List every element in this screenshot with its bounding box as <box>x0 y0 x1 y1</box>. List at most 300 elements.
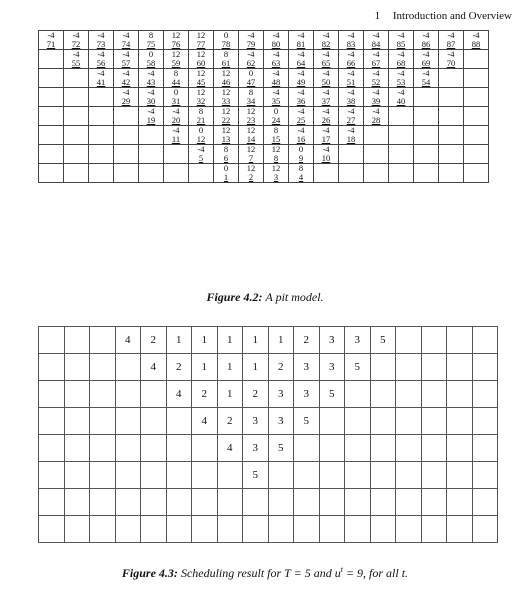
pit-cell-index: 46 <box>221 77 231 87</box>
pit-cell-value: -4 <box>322 87 330 97</box>
pit-cell-index: 38 <box>346 96 356 106</box>
schedule-cell <box>166 516 192 543</box>
pit-cell <box>289 126 314 145</box>
schedule-cell <box>64 489 90 516</box>
pit-cell <box>389 145 414 164</box>
pit-cell <box>314 145 339 164</box>
pit-cell-value: -4 <box>322 144 330 154</box>
schedule-cell <box>447 489 473 516</box>
pit-cell-index: 27 <box>346 115 356 125</box>
pit-cell-value: -4 <box>347 30 355 40</box>
pit-cell-index: 6 <box>223 153 229 163</box>
pit-cell-index: 63 <box>271 58 281 68</box>
pit-cell <box>414 50 439 69</box>
pit-cell-index: 45 <box>196 77 206 87</box>
pit-cell <box>289 107 314 126</box>
schedule-cell <box>370 516 396 543</box>
schedule-cell <box>370 354 396 381</box>
pit-cell <box>89 164 114 183</box>
pit-cell <box>264 164 289 183</box>
pit-cell-value: 12 <box>246 106 256 116</box>
pit-cell <box>389 88 414 107</box>
pit-cell <box>214 126 239 145</box>
pit-cell-value: -4 <box>397 30 405 40</box>
schedule-row <box>39 435 498 462</box>
pit-cell <box>239 145 264 164</box>
schedule-cell <box>268 489 294 516</box>
schedule-cell <box>192 516 218 543</box>
pit-cell-value: -4 <box>397 68 405 78</box>
figure-4-3-text-pre: Scheduling result for <box>180 566 285 580</box>
pit-cell <box>264 88 289 107</box>
schedule-cell: 1 <box>217 381 243 408</box>
schedule-cell <box>345 408 371 435</box>
pit-cell-index: 32 <box>196 96 206 106</box>
schedule-cell <box>396 435 422 462</box>
pit-cell <box>439 126 464 145</box>
pit-cell-value: 12 <box>246 144 256 154</box>
schedule-cell <box>90 516 116 543</box>
pit-cell-value: -4 <box>447 49 455 59</box>
schedule-cell <box>472 462 498 489</box>
pit-cell-value: -4 <box>372 87 380 97</box>
pit-cell <box>464 145 489 164</box>
pit-cell-value: -4 <box>297 68 305 78</box>
pit-cell <box>214 50 239 69</box>
schedule-cell: 3 <box>319 327 345 354</box>
pit-cell-index: 79 <box>246 39 256 49</box>
schedule-cell: 5 <box>319 381 345 408</box>
pit-cell <box>464 50 489 69</box>
schedule-row <box>39 462 498 489</box>
scheduling-result-grid <box>38 326 498 543</box>
pit-cell-value: -4 <box>347 68 355 78</box>
schedule-cell <box>64 462 90 489</box>
pit-row <box>39 164 489 183</box>
pit-cell <box>189 88 214 107</box>
schedule-cell <box>294 516 320 543</box>
pit-cell-value: -4 <box>272 49 280 59</box>
pit-cell <box>339 107 364 126</box>
schedule-cell <box>90 462 116 489</box>
schedule-cell: 5 <box>268 435 294 462</box>
schedule-cell <box>370 381 396 408</box>
pit-cell-index: 15 <box>271 134 281 144</box>
schedule-cell: 1 <box>217 327 243 354</box>
pit-cell-value: 8 <box>198 106 204 116</box>
pit-cell-index: 23 <box>246 115 256 125</box>
pit-cell-index: 42 <box>121 77 131 87</box>
pit-cell <box>39 31 64 50</box>
pit-cell <box>264 145 289 164</box>
schedule-cell: 1 <box>268 327 294 354</box>
pit-cell-value: -4 <box>97 68 105 78</box>
pit-cell <box>439 31 464 50</box>
schedule-cell <box>345 462 371 489</box>
schedule-cell <box>345 489 371 516</box>
pit-cell-index: 3 <box>273 172 279 182</box>
figure-4-3-math: T = 5 and u <box>284 566 341 580</box>
schedule-cell <box>115 354 141 381</box>
pit-cell <box>164 88 189 107</box>
schedule-cell <box>447 435 473 462</box>
schedule-cell <box>141 489 167 516</box>
pit-cell-index: 53 <box>396 77 406 87</box>
schedule-cell: 3 <box>243 435 269 462</box>
schedule-cell <box>396 516 422 543</box>
schedule-cell <box>294 462 320 489</box>
pit-row <box>39 69 489 88</box>
schedule-cell <box>421 462 447 489</box>
pit-cell <box>464 31 489 50</box>
pit-cell-value: -4 <box>122 87 130 97</box>
pit-cell-value: -4 <box>272 68 280 78</box>
pit-cell <box>364 31 389 50</box>
schedule-cell <box>115 462 141 489</box>
pit-cell <box>64 31 89 50</box>
schedule-cell: 3 <box>268 381 294 408</box>
pit-cell <box>139 50 164 69</box>
schedule-cell <box>90 381 116 408</box>
pit-cell-value: -4 <box>447 30 455 40</box>
pit-cell <box>139 88 164 107</box>
pit-cell-value: -4 <box>172 125 180 135</box>
pit-cell-index: 55 <box>71 58 81 68</box>
pit-cell-index: 83 <box>346 39 356 49</box>
schedule-cell <box>64 516 90 543</box>
pit-cell-value: 0 <box>248 68 254 78</box>
schedule-cell <box>39 354 65 381</box>
pit-cell <box>339 88 364 107</box>
pit-cell <box>64 69 89 88</box>
pit-cell-value: -4 <box>122 30 130 40</box>
schedule-cell <box>39 462 65 489</box>
schedule-cell <box>472 354 498 381</box>
pit-cell-value: -4 <box>347 106 355 116</box>
pit-cell <box>414 69 439 88</box>
pit-cell-index: 74 <box>121 39 131 49</box>
schedule-cell: 3 <box>294 381 320 408</box>
schedule-cell <box>90 408 116 435</box>
pit-cell <box>114 50 139 69</box>
pit-cell <box>239 107 264 126</box>
schedule-cell <box>447 381 473 408</box>
schedule-cell: 1 <box>243 354 269 381</box>
pit-cell-value: -4 <box>72 30 80 40</box>
pit-cell-index: 37 <box>321 96 331 106</box>
pit-cell-index: 57 <box>121 58 131 68</box>
schedule-row <box>39 327 498 354</box>
schedule-cell <box>141 516 167 543</box>
pit-cell <box>89 31 114 50</box>
schedule-cell <box>115 489 141 516</box>
pit-cell <box>264 50 289 69</box>
pit-cell-index: 21 <box>196 115 206 125</box>
schedule-cell <box>166 462 192 489</box>
pit-cell <box>339 164 364 183</box>
pit-cell <box>39 164 64 183</box>
pit-cell-value: 0 <box>223 163 229 173</box>
pit-cell-index: 78 <box>221 39 231 49</box>
pit-cell-index: 2 <box>248 172 254 182</box>
pit-cell <box>339 145 364 164</box>
pit-cell <box>39 69 64 88</box>
pit-cell-index: 70 <box>446 58 456 68</box>
pit-cell-value: 8 <box>223 49 229 59</box>
pit-cell <box>414 31 439 50</box>
pit-cell-value: -4 <box>97 49 105 59</box>
schedule-cell <box>421 354 447 381</box>
pit-cell-value: -4 <box>347 125 355 135</box>
pit-cell-index: 43 <box>146 77 156 87</box>
schedule-cell <box>396 354 422 381</box>
pit-cell-index: 68 <box>396 58 406 68</box>
pit-cell <box>214 107 239 126</box>
pit-cell <box>289 164 314 183</box>
pit-cell-index: 29 <box>121 96 131 106</box>
pit-cell <box>164 164 189 183</box>
pit-cell-value: -4 <box>297 125 305 135</box>
pit-cell-value: 8 <box>298 163 304 173</box>
schedule-cell: 4 <box>192 408 218 435</box>
pit-cell <box>264 126 289 145</box>
schedule-cell <box>39 381 65 408</box>
schedule-cell: 5 <box>243 462 269 489</box>
pit-cell <box>64 145 89 164</box>
pit-cell <box>164 145 189 164</box>
schedule-cell <box>370 489 396 516</box>
pit-model-grid <box>38 30 489 183</box>
schedule-cell <box>115 435 141 462</box>
pit-cell <box>239 126 264 145</box>
schedule-cell: 2 <box>192 381 218 408</box>
schedule-cell <box>217 489 243 516</box>
schedule-cell <box>90 489 116 516</box>
pit-cell-index: 87 <box>446 39 456 49</box>
pit-cell <box>314 31 339 50</box>
schedule-cell <box>141 435 167 462</box>
pit-cell-index: 7 <box>248 153 254 163</box>
pit-row <box>39 126 489 145</box>
pit-cell <box>439 107 464 126</box>
schedule-cell: 5 <box>345 354 371 381</box>
pit-cell <box>389 50 414 69</box>
pit-cell <box>89 88 114 107</box>
pit-cell <box>439 69 464 88</box>
pit-cell-index: 16 <box>296 134 306 144</box>
pit-cell <box>89 145 114 164</box>
pit-cell <box>189 31 214 50</box>
pit-cell <box>189 164 214 183</box>
pit-cell-index: 8 <box>273 153 279 163</box>
schedule-cell <box>396 381 422 408</box>
pit-row <box>39 50 489 69</box>
schedule-cell <box>472 489 498 516</box>
pit-cell-value: -4 <box>172 106 180 116</box>
pit-cell-value: -4 <box>122 49 130 59</box>
pit-cell <box>314 69 339 88</box>
pit-cell-index: 52 <box>371 77 381 87</box>
pit-cell <box>139 31 164 50</box>
figure-4-2-caption <box>0 290 530 305</box>
pit-cell <box>64 50 89 69</box>
pit-cell <box>414 126 439 145</box>
pit-cell-index: 61 <box>221 58 231 68</box>
pit-cell-index: 34 <box>246 96 256 106</box>
pit-cell <box>164 69 189 88</box>
schedule-cell: 4 <box>115 327 141 354</box>
pit-cell-index: 9 <box>298 153 304 163</box>
pit-cell <box>239 31 264 50</box>
pit-cell-index: 39 <box>371 96 381 106</box>
schedule-cell: 1 <box>192 327 218 354</box>
pit-cell <box>439 145 464 164</box>
schedule-cell <box>345 516 371 543</box>
schedule-cell <box>472 327 498 354</box>
pit-cell-value: 0 <box>198 125 204 135</box>
pit-cell-index: 65 <box>321 58 331 68</box>
pit-cell <box>114 69 139 88</box>
pit-cell-index: 85 <box>396 39 406 49</box>
pit-cell-index: 58 <box>146 58 156 68</box>
pit-cell-index: 25 <box>296 115 306 125</box>
pit-cell <box>239 88 264 107</box>
schedule-cell <box>39 516 65 543</box>
schedule-cell: 3 <box>268 408 294 435</box>
pit-cell <box>314 126 339 145</box>
pit-cell-value: -4 <box>422 68 430 78</box>
pit-cell-index: 30 <box>146 96 156 106</box>
pit-cell <box>289 88 314 107</box>
schedule-cell <box>472 408 498 435</box>
pit-cell-value: -4 <box>372 68 380 78</box>
schedule-cell <box>447 354 473 381</box>
pit-cell-value: 12 <box>221 68 231 78</box>
pit-cell <box>39 126 64 145</box>
pit-cell <box>39 145 64 164</box>
pit-cell <box>314 50 339 69</box>
pit-cell <box>239 164 264 183</box>
pit-cell <box>314 88 339 107</box>
pit-cell-value: -4 <box>372 49 380 59</box>
schedule-cell <box>192 462 218 489</box>
pit-cell <box>164 126 189 145</box>
pit-cell-value: -4 <box>372 30 380 40</box>
schedule-cell <box>345 381 371 408</box>
pit-cell-value: -4 <box>472 30 480 40</box>
pit-cell-index: 69 <box>421 58 431 68</box>
schedule-cell: 2 <box>268 354 294 381</box>
pit-cell <box>464 126 489 145</box>
pit-cell-value: 0 <box>298 144 304 154</box>
schedule-cell <box>192 435 218 462</box>
schedule-cell <box>115 516 141 543</box>
pit-cell-index: 47 <box>246 77 256 87</box>
pit-cell-value: 12 <box>196 30 206 40</box>
pit-cell <box>189 107 214 126</box>
schedule-cell <box>447 327 473 354</box>
schedule-cell: 4 <box>217 435 243 462</box>
pit-cell <box>464 107 489 126</box>
pit-cell <box>89 126 114 145</box>
chapter-number: 1 <box>374 10 381 22</box>
pit-cell-value: 0 <box>223 30 229 40</box>
figure-4-2-text: A pit model. <box>265 290 324 304</box>
pit-cell-index: 5 <box>198 153 204 163</box>
pit-cell <box>314 107 339 126</box>
pit-cell-index: 36 <box>296 96 306 106</box>
pit-cell <box>164 107 189 126</box>
chapter-title: Introduction and Overview <box>392 10 512 22</box>
pit-cell-index: 77 <box>196 39 206 49</box>
pit-cell <box>289 50 314 69</box>
pit-cell-value: -4 <box>397 49 405 59</box>
pit-cell-index: 60 <box>196 58 206 68</box>
schedule-cell <box>39 435 65 462</box>
pit-cell <box>339 69 364 88</box>
pit-row <box>39 107 489 126</box>
pit-cell <box>214 88 239 107</box>
pit-cell <box>64 107 89 126</box>
schedule-cell <box>396 462 422 489</box>
pit-cell-value: -4 <box>247 49 255 59</box>
schedule-cell <box>319 435 345 462</box>
pit-cell-value: -4 <box>272 87 280 97</box>
figure-4-3-sup: t <box>340 565 343 574</box>
schedule-cell <box>447 516 473 543</box>
pit-cell-index: 76 <box>171 39 181 49</box>
schedule-cell <box>370 462 396 489</box>
pit-cell-index: 17 <box>321 134 331 144</box>
pit-cell-index: 66 <box>346 58 356 68</box>
pit-cell-value: -4 <box>297 106 305 116</box>
schedule-cell: 4 <box>166 381 192 408</box>
pit-cell <box>364 69 389 88</box>
schedule-cell <box>345 435 371 462</box>
pit-cell <box>389 107 414 126</box>
schedule-cell: 3 <box>345 327 371 354</box>
pit-cell <box>414 107 439 126</box>
schedule-cell: 3 <box>319 354 345 381</box>
pit-cell <box>164 31 189 50</box>
schedule-cell <box>319 516 345 543</box>
schedule-cell: 2 <box>141 327 167 354</box>
pit-cell-value: 12 <box>196 68 206 78</box>
schedule-cell <box>64 435 90 462</box>
pit-cell-index: 64 <box>296 58 306 68</box>
schedule-cell <box>141 408 167 435</box>
pit-cell-index: 35 <box>271 96 281 106</box>
pit-cell-index: 11 <box>171 134 181 144</box>
pit-cell-index: 1 <box>223 172 229 182</box>
pit-cell <box>89 107 114 126</box>
schedule-row <box>39 381 498 408</box>
schedule-cell <box>141 381 167 408</box>
pit-cell-value: -4 <box>72 49 80 59</box>
pit-cell <box>89 69 114 88</box>
pit-cell <box>289 31 314 50</box>
pit-cell-index: 13 <box>221 134 231 144</box>
pit-cell <box>264 107 289 126</box>
pit-cell <box>389 126 414 145</box>
pit-cell <box>239 50 264 69</box>
pit-cell-index: 75 <box>146 39 156 49</box>
pit-cell-value: 12 <box>196 87 206 97</box>
pit-cell <box>139 69 164 88</box>
pit-cell-value: -4 <box>322 106 330 116</box>
schedule-cell <box>421 327 447 354</box>
pit-cell <box>114 88 139 107</box>
